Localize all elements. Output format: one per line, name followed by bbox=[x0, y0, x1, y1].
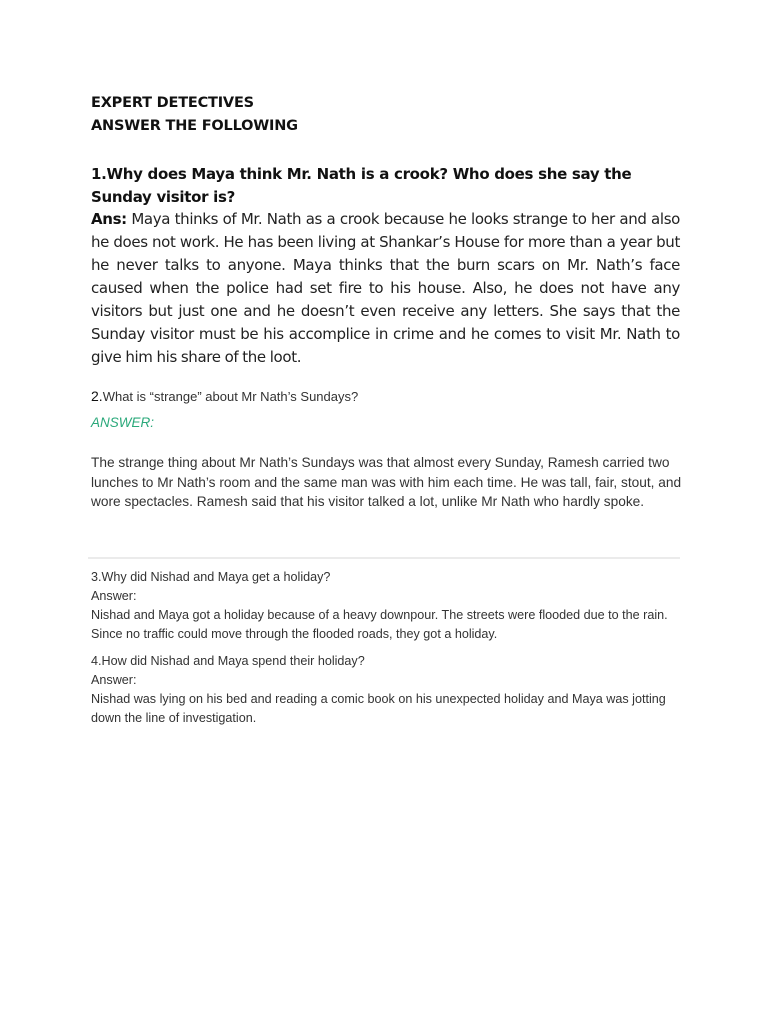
document-title: EXPERT DETECTIVES bbox=[91, 95, 254, 111]
answer-3-text: Nishad and Maya got a holiday because of a heavy downpour. The streets were flooded due to the rain. Since no traffic could move through the flooded roads, they got a holiday. bbox=[91, 608, 668, 641]
question-3: 3.Why did Nishad and Maya get a holiday? bbox=[91, 570, 331, 584]
answer-2-label: ANSWER: bbox=[91, 415, 155, 430]
question-2 bbox=[91, 388, 358, 404]
document-subtitle: ANSWER THE FOLLOWING bbox=[91, 118, 298, 134]
answer-1-label: Ans: bbox=[91, 210, 127, 228]
answer-2-text: The strange thing about Mr Nath’s Sundays was that almost every Sunday, Ramesh carried two lunches to Mr Nath’s room and the same man was with him each time. He was tall, fair, stout, and wore spectacles. Ramesh said that his visitor talked a lot, unlike Mr Nath who hardly spoke. bbox=[91, 455, 682, 509]
question-4: 4.How did Nishad and Maya spend their holiday? bbox=[91, 654, 365, 668]
answer-4-label: Answer: bbox=[91, 673, 137, 687]
question-3-block bbox=[91, 568, 686, 644]
question-1: 1.Why does Maya think Mr. Nath is a crook? Who does she say the Sunday visitor is? bbox=[91, 165, 632, 206]
answer-1-text: Maya thinks of Mr. Nath as a crook because he looks strange to her and also he does not work. He has been living at Shankar’s House for more than a year but he never talks to anyone. Maya thinks that the burn scars on Mr. Nath’s face caused when the police had set fire to his house. Also, he does not have any visitors but just one and he doesn’t even receive any letters. She says that the Sunday visitor must be his accomplice in crime and he comes to visit Mr. Nath to give him his share of the loot. bbox=[91, 210, 680, 366]
question-2-number: 2. bbox=[91, 388, 103, 404]
answer-3-label: Answer: bbox=[91, 589, 137, 603]
answer-1 bbox=[91, 208, 680, 369]
answer-4-text: Nishad was lying on his bed and reading a comic book on his unexpected holiday and Maya was jotting down the line of investigation. bbox=[91, 692, 666, 725]
question-4-block bbox=[91, 652, 686, 728]
section-divider bbox=[88, 557, 680, 559]
question-2-text: What is “strange” about Mr Nath’s Sundays? bbox=[102, 389, 359, 404]
